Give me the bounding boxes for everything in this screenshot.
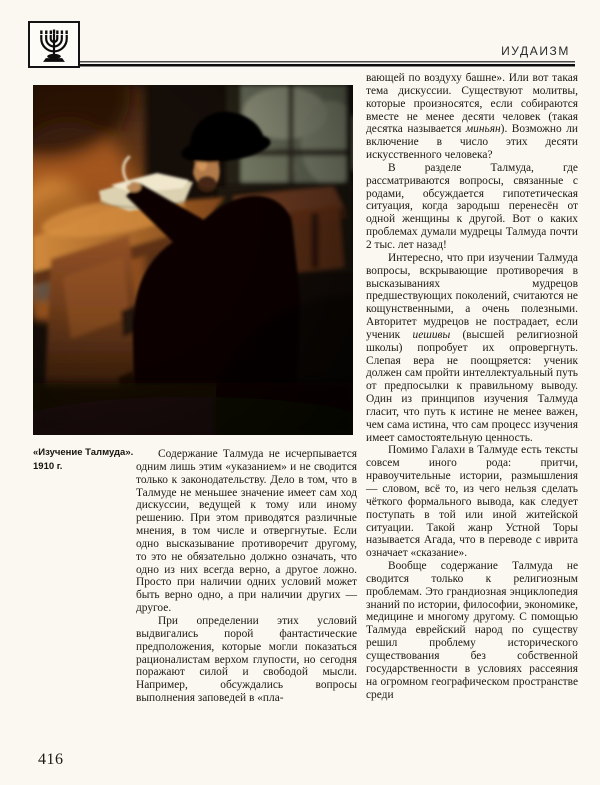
figure-caption-title: «Изучение Талмуда».	[33, 447, 134, 458]
paragraph: При определении этих условий выдвигались порой фантастические предположения, которые могли показаться рационалистам верхом глупости, но сегодня поражают силой и свободой мысли. Например, обсуждались вопросы выполнения заповедей в «пла-	[136, 614, 357, 705]
figure-caption	[33, 446, 135, 473]
paragraph: Содержание Талмуда не исчерпывается одним лишь этим «указанием» и не сводится только к законодательству. Дело в том, что в Талмуде не меньшее значение имеет сам ход дискуссии, ведущей к тому или иному решению. При этом приводятся различные мнения, в том числе и отвергнутые. Если одно высказывание противоречит другому, то это не обязательно должно означать, что одно из них всегда верно, а другое ложно. Просто при наличии одних условий может быть верно одно, а при наличии других — другое.	[136, 448, 357, 615]
page-number: 416	[38, 751, 64, 768]
paragraph: В разделе Талмуда, где рассматриваются вопросы, связанные с родами, обсуждается гипотетическая ситуация, когда зародыш перенесён от одной женщины к другой. Вот о каких проблемах думали мудрецы Талмуда почти 2 тыс. лет назад!	[366, 161, 578, 251]
paragraph: вающей по воздуху башне». Или вот такая тема дискуссии. Существуют молитвы, которые произносятся, если собираются вместе не менее десяти человек (такая десятка называется миньян). Возможно ли включение в число этих десяти искусственного человека?	[366, 72, 579, 162]
header-rule	[66, 61, 575, 67]
paragraph: Помимо Галахи в Талмуде есть тексты совсем иного рода: притчи, нравоучительные истории, размышления — словом, всё то, из чего нельзя сделать чёткого формального вывода, как следует поступать в той или иной житейской ситуации. Такой жанр Устной Торы называется Агада, что в переводе с иврита означает «сказание».	[366, 444, 578, 560]
menorah-icon	[28, 21, 80, 68]
paragraph: Вообще содержание Талмуда не сводится только к религиозным проблемам. Это грандиозная энциклопедия знаний по истории, философии, экономике, медицине и многому другому. С помощью Талмуда еврейский народ по существу решил проблему исторического существования без собственной государственности в условиях рассеяния на огромном географическом пространстве среди	[366, 560, 578, 701]
figure-caption-year: 1910 г.	[33, 460, 63, 472]
talmud-study-painting	[33, 85, 353, 435]
painting-canvas	[33, 85, 353, 435]
right-text-column	[366, 72, 578, 701]
left-text-column	[136, 448, 357, 705]
page-header-title: ИУДАИЗМ	[501, 44, 570, 58]
paragraph: Интересно, что при изучении Талмуда вопросы, вскрывающие противоречия в высказываниях мудрецов предшествующих поколений, считаются не кощунственными, а очень полезными. Авторитет мудрецов не пострадает, если ученик иешивы (высшей религиозной школы) попробует их опровергнуть. Слепая вера не поощряется: ученик должен сам пройти интеллектуальный путь от предпосылки к правильному выводу. Один из принципов изучения Талмуда гласит, что путь к истине не менее важен, чем сама истина, что сам процесс изучения имеет самостоятельную ценность.	[366, 251, 578, 444]
